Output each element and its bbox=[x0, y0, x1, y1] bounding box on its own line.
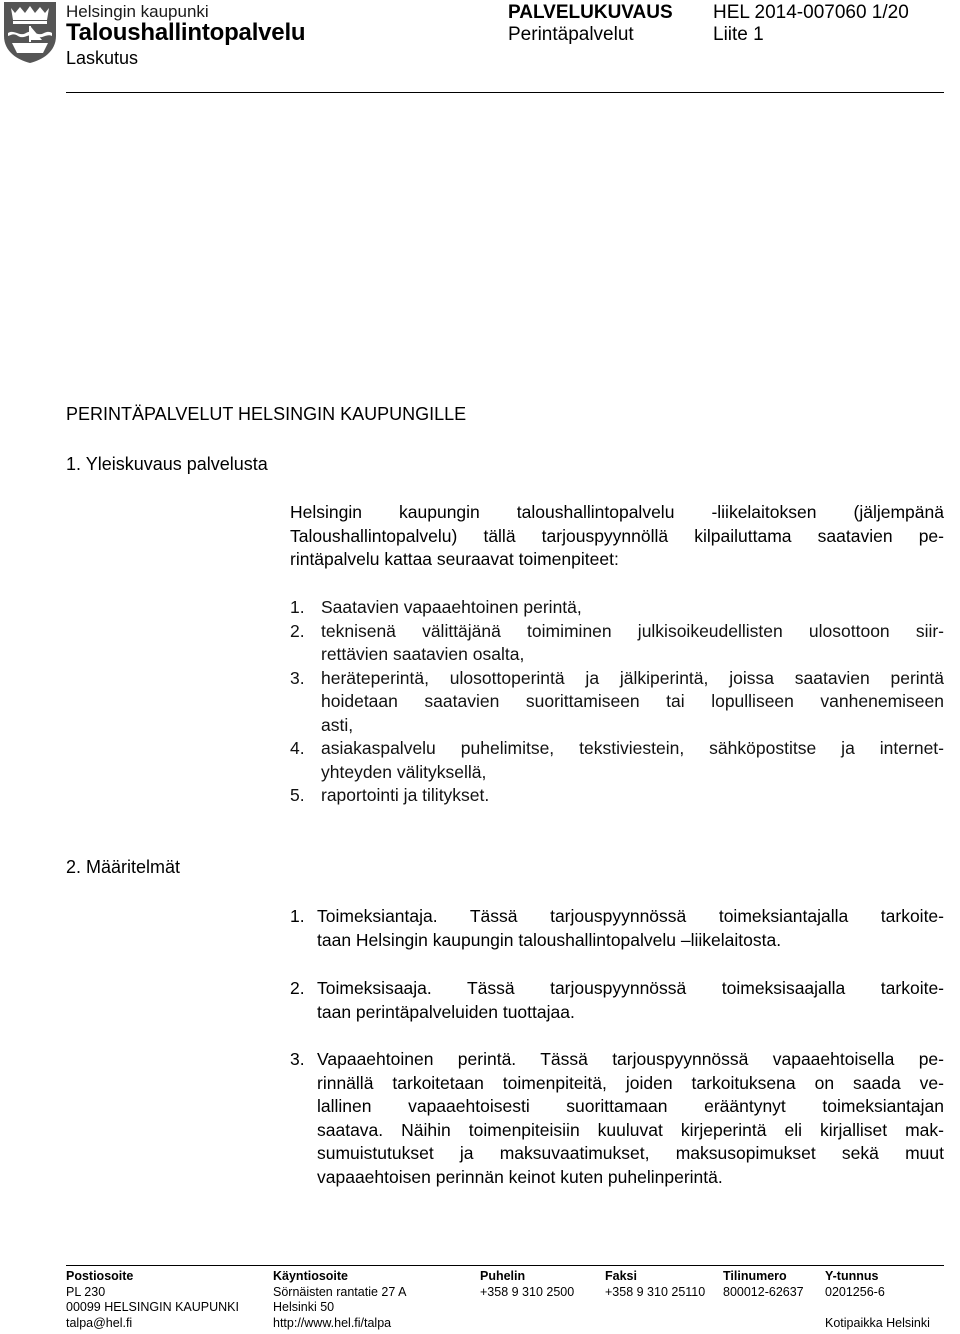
list-item bbox=[290, 596, 944, 620]
footer-line: 00099 HELSINGIN KAUPUNKI bbox=[66, 1300, 239, 1314]
document-type: PALVELUKUVAUS bbox=[508, 2, 673, 23]
list-item-line: asiakaspalvelu puhelimitse, tekstiviestein, sähköpostitse ja internet- bbox=[321, 738, 944, 758]
definition-line: vapaaehtoisen perinnän keinot kuten puhelinperintä. bbox=[317, 1166, 723, 1187]
definition-line: taan perintäpalveluiden tuottajaa. bbox=[317, 1001, 575, 1022]
definition-number: 1. bbox=[290, 906, 305, 926]
header-divider bbox=[66, 92, 944, 93]
list-item-line: teknisenä välittäjänä toimiminen julkisoikeudellisten ulosottoon siir- bbox=[321, 620, 944, 641]
definition-line: taan Helsingin kaupungin taloushallintopalvelu –liikelaitosta. bbox=[317, 929, 782, 950]
footer-fax bbox=[605, 1269, 705, 1300]
definition-body bbox=[317, 1048, 944, 1189]
definition-item bbox=[290, 905, 944, 952]
footer-heading: Käyntiosoite bbox=[273, 1269, 349, 1283]
definition-line: saatava. Näihin toimenpiteisiin kuuluvat kirjeperintä eli kirjalliset mak- bbox=[317, 1119, 944, 1140]
intro-line: rintäpalvelu kattaa seuraavat toimenpiteet: bbox=[290, 549, 619, 569]
definition-body bbox=[317, 905, 944, 952]
list-item-number: 1. bbox=[290, 597, 305, 617]
footer-divider bbox=[66, 1265, 944, 1266]
definition-item bbox=[290, 1048, 944, 1189]
list-item-number: 4. bbox=[290, 738, 305, 758]
list-item bbox=[290, 784, 944, 808]
definition-line: Vapaaehtoinen perintä. Tässä tarjouspyynnössä vapaaehtoisella pe- bbox=[317, 1049, 944, 1069]
definition-line: rinnällä tarkoitetaan toimenpiteitä, joiden tarkoituksena on saada ve- bbox=[317, 1072, 944, 1093]
footer-website-link[interactable]: http://www.hel.fi/talpa bbox=[273, 1315, 392, 1330]
footer-visiting bbox=[273, 1269, 406, 1331]
services-list bbox=[290, 596, 944, 808]
footer-heading: Postiosoite bbox=[66, 1269, 134, 1283]
footer-heading: Faksi bbox=[605, 1269, 637, 1283]
org-sub-unit: Laskutus bbox=[66, 48, 139, 68]
footer-phone bbox=[480, 1269, 574, 1300]
helsinki-crest-logo bbox=[2, 0, 58, 64]
list-item-number: 2. bbox=[290, 620, 305, 641]
footer-line: Helsinki 50 bbox=[273, 1300, 335, 1314]
org-name: Helsingin kaupunki bbox=[66, 2, 209, 21]
org-unit: Taloushallintopalvelu bbox=[66, 19, 306, 46]
footer-line: +358 9 310 25110 bbox=[605, 1284, 706, 1299]
footer-account bbox=[723, 1269, 804, 1300]
list-item bbox=[290, 737, 944, 784]
footer-heading: Y-tunnus bbox=[825, 1269, 879, 1283]
definition-number: 2. bbox=[290, 978, 305, 998]
footer-business-id bbox=[825, 1269, 930, 1331]
definition-item bbox=[290, 977, 944, 1024]
definition-line: Toimeksisaaja. Tässä tarjouspyynnössä toimeksisaajalla tarkoite- bbox=[317, 978, 944, 998]
intro-line: Helsingin kaupungin taloushallintopalvelu -liikelaitoksen (jäljempänä bbox=[290, 502, 944, 522]
main-title: PERINTÄPALVELUT HELSINGIN KAUPUNGILLE bbox=[66, 404, 467, 424]
definition-line: sumuistutukset ja maksuvaatimukset, maksusopimukset sekä muut bbox=[317, 1143, 944, 1163]
section-2-heading: 2. Määritelmät bbox=[66, 857, 181, 877]
document-number: HEL 2014-007060 1/20 bbox=[713, 2, 909, 23]
list-item bbox=[290, 667, 944, 738]
footer-line: Sörnäisten rantatie 27 A bbox=[273, 1284, 407, 1299]
section-1-heading: 1. Yleiskuvaus palvelusta bbox=[66, 454, 268, 474]
footer-heading: Tilinumero bbox=[723, 1269, 787, 1283]
list-item-line: asti, bbox=[321, 714, 354, 735]
list-item-line: Saatavien vapaaehtoinen perintä, bbox=[321, 597, 582, 617]
footer-line: 0201256-6 bbox=[825, 1284, 885, 1299]
definition-number: 3. bbox=[290, 1049, 305, 1069]
footer-line: Kotipaikka Helsinki bbox=[825, 1315, 930, 1330]
list-item-line: hoidetaan saatavien suorittamiseen tai lopulliseen vanhenemiseen bbox=[321, 691, 944, 711]
document-department: Perintäpalvelut bbox=[508, 24, 634, 45]
footer-email-link[interactable]: talpa@hel.fi bbox=[66, 1315, 133, 1330]
list-item-line: raportointi ja tilitykset. bbox=[321, 785, 490, 805]
list-item-line: yhteyden välityksellä, bbox=[321, 761, 487, 782]
footer-line: +358 9 310 2500 bbox=[480, 1284, 575, 1299]
list-item-number: 5. bbox=[290, 785, 305, 805]
footer-heading: Puhelin bbox=[480, 1269, 526, 1283]
footer-line: 800012-62637 bbox=[723, 1284, 804, 1299]
section-1-intro bbox=[290, 501, 944, 572]
list-item bbox=[290, 620, 944, 667]
document-attachment: Liite 1 bbox=[713, 24, 764, 45]
list-item-line: heräteperintä, ulosottoperintä ja jälkiperintä, joissa saatavien perintä bbox=[321, 667, 944, 688]
definition-line: lallinen vapaaehtoisesti suorittamaan erääntynyt toimeksiantajan bbox=[317, 1096, 944, 1116]
footer-line: PL 230 bbox=[66, 1284, 106, 1299]
definition-line: Toimeksiantaja. Tässä tarjouspyynnössä toimeksiantajalla tarkoite- bbox=[317, 906, 944, 926]
list-item-number: 3. bbox=[290, 667, 305, 688]
definition-body bbox=[317, 977, 944, 1024]
footer-postal bbox=[66, 1269, 239, 1331]
list-item-line: rettävien saatavien osalta, bbox=[321, 644, 525, 664]
intro-line: Taloushallintopalvelu) tällä tarjouspyynnöllä kilpailuttama saatavien pe- bbox=[290, 525, 944, 546]
